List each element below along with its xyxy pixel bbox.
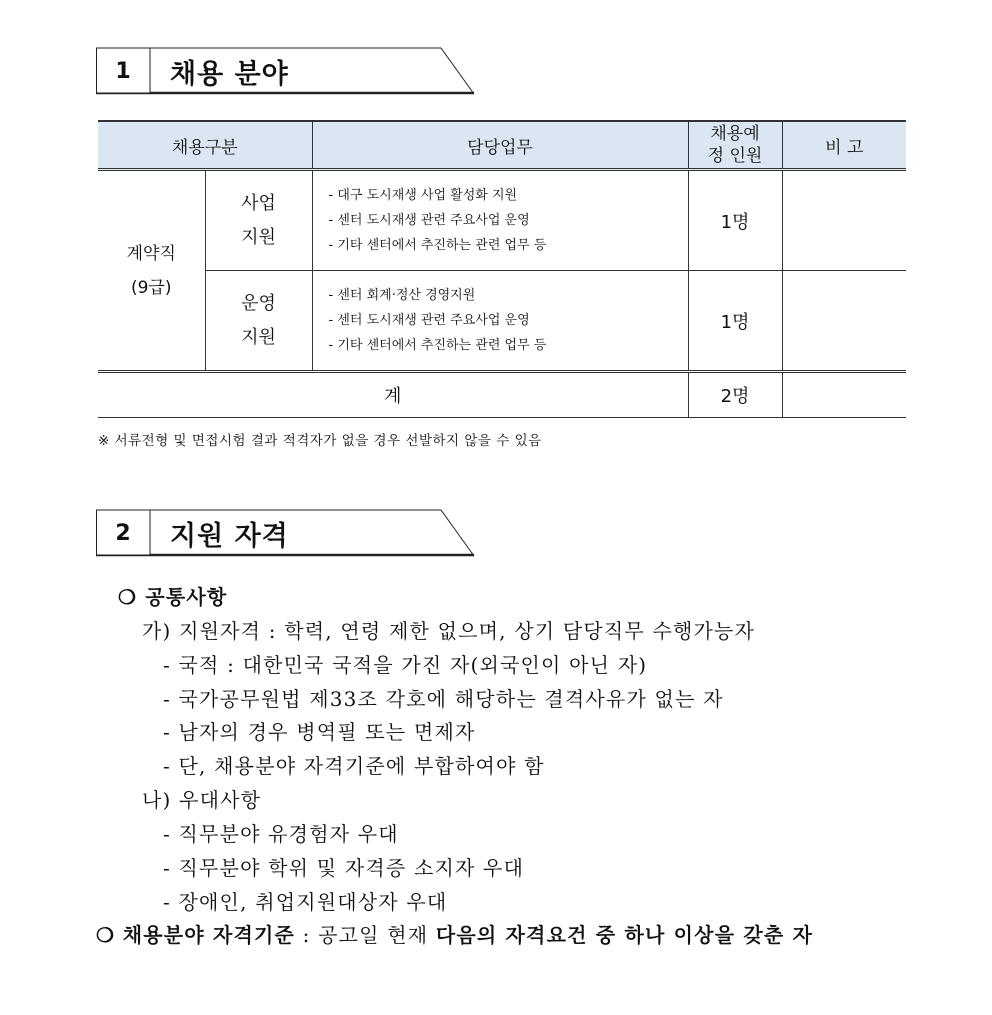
total-remark xyxy=(782,372,906,418)
table-total-row xyxy=(98,372,906,418)
employment-type-cell xyxy=(98,170,205,372)
common-heading: ❍ 공통사항 xyxy=(118,585,228,609)
criteria-bullet: ❍ xyxy=(96,923,116,947)
preference-item: - 직무분야 유경험자 우대 xyxy=(163,822,399,846)
qualification-title: 가) 지원자격 : 학력, 연령 제한 없으며, 상기 담당직무 수행가능자 xyxy=(142,619,756,643)
employment-type: 계약직 xyxy=(126,243,176,264)
criteria-line xyxy=(96,919,813,948)
criteria-separator: : 공고일 현재 xyxy=(295,923,436,947)
duty-item: - 센터 도시재생 관련 주요사업 운영 xyxy=(328,213,530,228)
section-2-header xyxy=(96,509,476,557)
criteria-emphasis: 다음의 자격요건 중 하나 이상을 갖춘 자 xyxy=(435,923,814,947)
table-row xyxy=(98,271,906,372)
qualification-item: - 국적 : 대한민국 국적을 가진 자(외국인이 아닌 자) xyxy=(163,653,648,677)
duty-item: - 센터 도시재생 관련 주요사업 운영 xyxy=(328,313,530,328)
sub-category-cell xyxy=(205,271,312,372)
table-row xyxy=(98,170,906,271)
section-2-title: 지원 자격 xyxy=(170,520,289,552)
duties-cell xyxy=(312,170,688,271)
preference-item: - 직무분야 학위 및 자격증 소지자 우대 xyxy=(163,856,525,880)
section-1-header xyxy=(96,47,476,95)
criteria-label: 채용분야 자격기준 xyxy=(122,923,296,947)
duty-item: - 기타 센터에서 추진하는 관련 업무 등 xyxy=(328,338,547,353)
section-1-number: 1 xyxy=(115,58,131,84)
duties-cell xyxy=(312,271,688,372)
sub-category-line: 사업 xyxy=(241,192,276,214)
header-duties: 담당업무 xyxy=(312,121,688,170)
table-header-row xyxy=(98,121,906,170)
qualification-item: - 단, 채용분야 자격기준에 부합하여야 함 xyxy=(163,754,545,778)
planned-count: 1명 xyxy=(688,170,782,271)
preference-item: - 장애인, 취업지원대상자 우대 xyxy=(163,890,448,914)
preference-title: 나) 우대사항 xyxy=(142,788,262,812)
sub-category-line: 운영 xyxy=(241,292,276,314)
qualification-item: - 국가공무원법 제33조 각호에 해당하는 결격사유가 없는 자 xyxy=(163,687,724,711)
duty-item: - 대구 도시재생 사업 활성화 지원 xyxy=(328,188,518,203)
header-remarks: 비 고 xyxy=(782,121,906,170)
planned-count: 1명 xyxy=(688,271,782,372)
section-1-title: 채용 분야 xyxy=(170,58,289,90)
section-2-number: 2 xyxy=(115,520,131,546)
header-planned: 채용예정 인원 xyxy=(688,121,782,170)
remark-cell xyxy=(782,170,906,271)
employment-grade: (9급) xyxy=(130,277,172,298)
total-count: 2명 xyxy=(688,372,782,418)
total-label: 계 xyxy=(98,372,688,418)
selection-note: ※ 서류전형 및 면접시험 결과 적격자가 없을 경우 선발하지 않을 수 있음 xyxy=(98,433,542,449)
remark-cell xyxy=(782,271,906,372)
duty-item: - 기타 센터에서 추진하는 관련 업무 등 xyxy=(328,238,547,253)
recruitment-table xyxy=(98,120,906,418)
sub-category-line: 지원 xyxy=(241,226,276,248)
sub-category-cell xyxy=(205,170,312,271)
qualification-item: - 남자의 경우 병역필 또는 면제자 xyxy=(163,720,476,744)
header-category: 채용구분 xyxy=(98,121,312,170)
duty-item: - 센터 회계·정산 경영지원 xyxy=(328,288,476,303)
sub-category-line: 지원 xyxy=(241,326,276,348)
